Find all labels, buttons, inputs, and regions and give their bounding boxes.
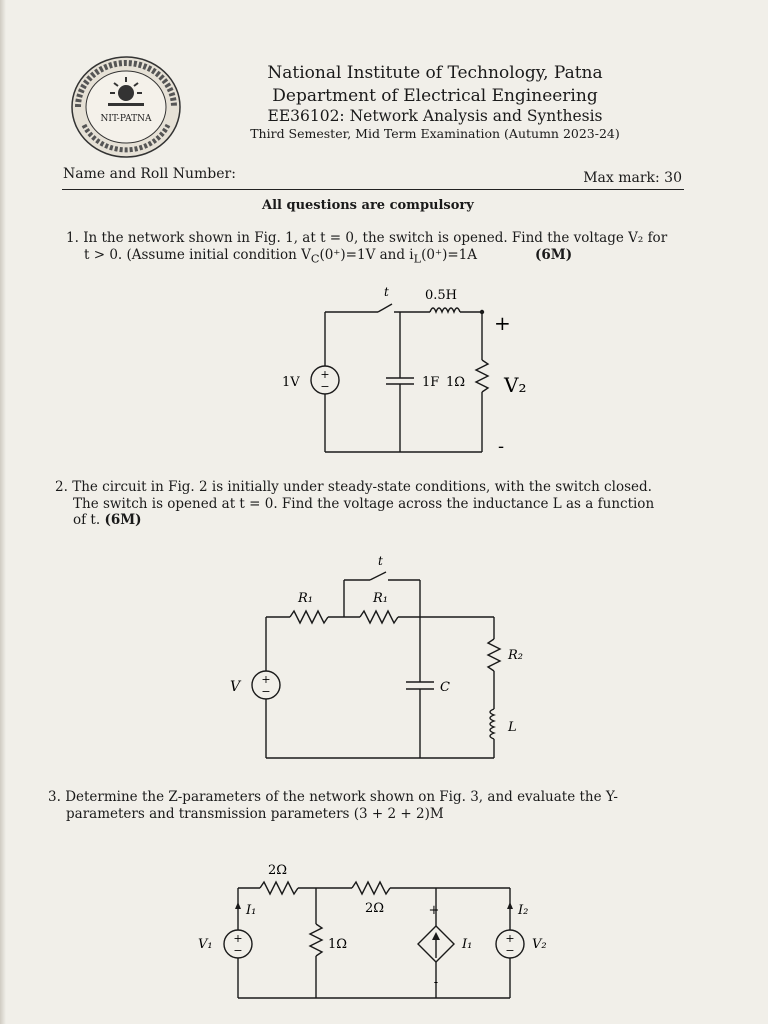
inductor-label: 0.5H [425, 288, 458, 303]
figure-1-circuit [270, 280, 540, 460]
page-edge [0, 0, 6, 1024]
question-number: 3. [48, 789, 61, 805]
r1a-label: R₁ [298, 591, 313, 606]
name-roll-label: Name and Roll Number: [63, 166, 236, 182]
max-mark: Max mark: 30 [583, 170, 682, 186]
i2-label: I₂ [518, 903, 529, 918]
svg-text:+: + [320, 368, 330, 381]
source-label: V [230, 679, 241, 695]
v1-label: V₁ [198, 937, 213, 952]
switch-label: t [384, 285, 389, 299]
minus-label: - [433, 975, 439, 990]
r-mid-label: 2Ω [365, 901, 385, 916]
question-2: 2. The circuit in Fig. 2 is initially under steady-state conditions, with the switch closed. The switch is opened at t = 0. Find the voltage across the inductance L as a function of t. (6M) [55, 479, 655, 528]
svg-text:NIT-PATNA: NIT-PATNA [100, 114, 152, 124]
capacitor-label: C [440, 680, 450, 695]
minus-label: - [498, 436, 505, 457]
plus-label: + [428, 903, 440, 918]
source-label: 1V [282, 375, 300, 390]
svg-text:+: + [233, 932, 243, 945]
r1b-label: R₁ [373, 591, 388, 606]
output-voltage-label: V₂ [504, 373, 527, 397]
svg-text:−: − [261, 685, 271, 698]
question-text: In the network shown in Fig. 1, at t = 0, the switch is opened. Find the voltage V₂ for [83, 230, 668, 246]
svg-text:−: − [320, 380, 330, 393]
i1-label: I₁ [246, 903, 257, 918]
question-3: 3. Determine the Z-parameters of the network shown on Fig. 3, and evaluate the Y- parameters and transmission parameters (3 + 2 + 2)M [48, 789, 618, 822]
question-marks: (6M) [535, 246, 573, 263]
question-number: 2. [55, 479, 68, 495]
r2-label: R₂ [508, 648, 523, 663]
svg-text:−: − [233, 944, 243, 957]
header-divider [62, 189, 684, 190]
dependent-source-label: I₁ [462, 937, 473, 952]
institute-name: National Institute of Technology, Patna [267, 63, 603, 83]
capacitor-label: 1F [422, 375, 440, 390]
instruction: All questions are compulsory [262, 198, 474, 213]
question-text: Determine the Z-parameters of the network shown on Fig. 3, and evaluate the Y- [65, 789, 618, 805]
inductor-label: L [508, 720, 517, 735]
svg-text:+: + [261, 673, 271, 686]
nit-patna-logo [70, 55, 182, 159]
r-top-label: 2Ω [268, 863, 288, 878]
exam-title: Third Semester, Mid Term Examination (Autumn 2023-24) [250, 126, 620, 141]
course-title: EE36102: Network Analysis and Synthesis [267, 107, 603, 125]
figure-3-circuit [190, 858, 560, 1008]
question-1: 1. In the network shown in Fig. 1, at t = 0, the switch is opened. Find the voltage V₂ for t > 0. (Assume initial condition $V_C(0^+)=1V$ and $i_L(0^+)=1A$ (6M) [66, 230, 668, 266]
resistor-label: 1Ω [446, 375, 466, 390]
plus-label: + [494, 311, 511, 335]
svg-text:−: − [505, 944, 515, 957]
question-marks: (6M) [104, 512, 142, 528]
switch-label: t [378, 555, 383, 568]
svg-text:+: + [505, 932, 515, 945]
figure-2-circuit [222, 555, 542, 770]
r-shunt-label: 1Ω [328, 937, 348, 952]
v2-label: V₂ [532, 937, 547, 952]
question-number: 1. [66, 230, 79, 246]
question-text: The circuit in Fig. 2 is initially under steady-state conditions, with the switch closed. [72, 479, 652, 495]
department-name: Department of Electrical Engineering [272, 86, 598, 106]
